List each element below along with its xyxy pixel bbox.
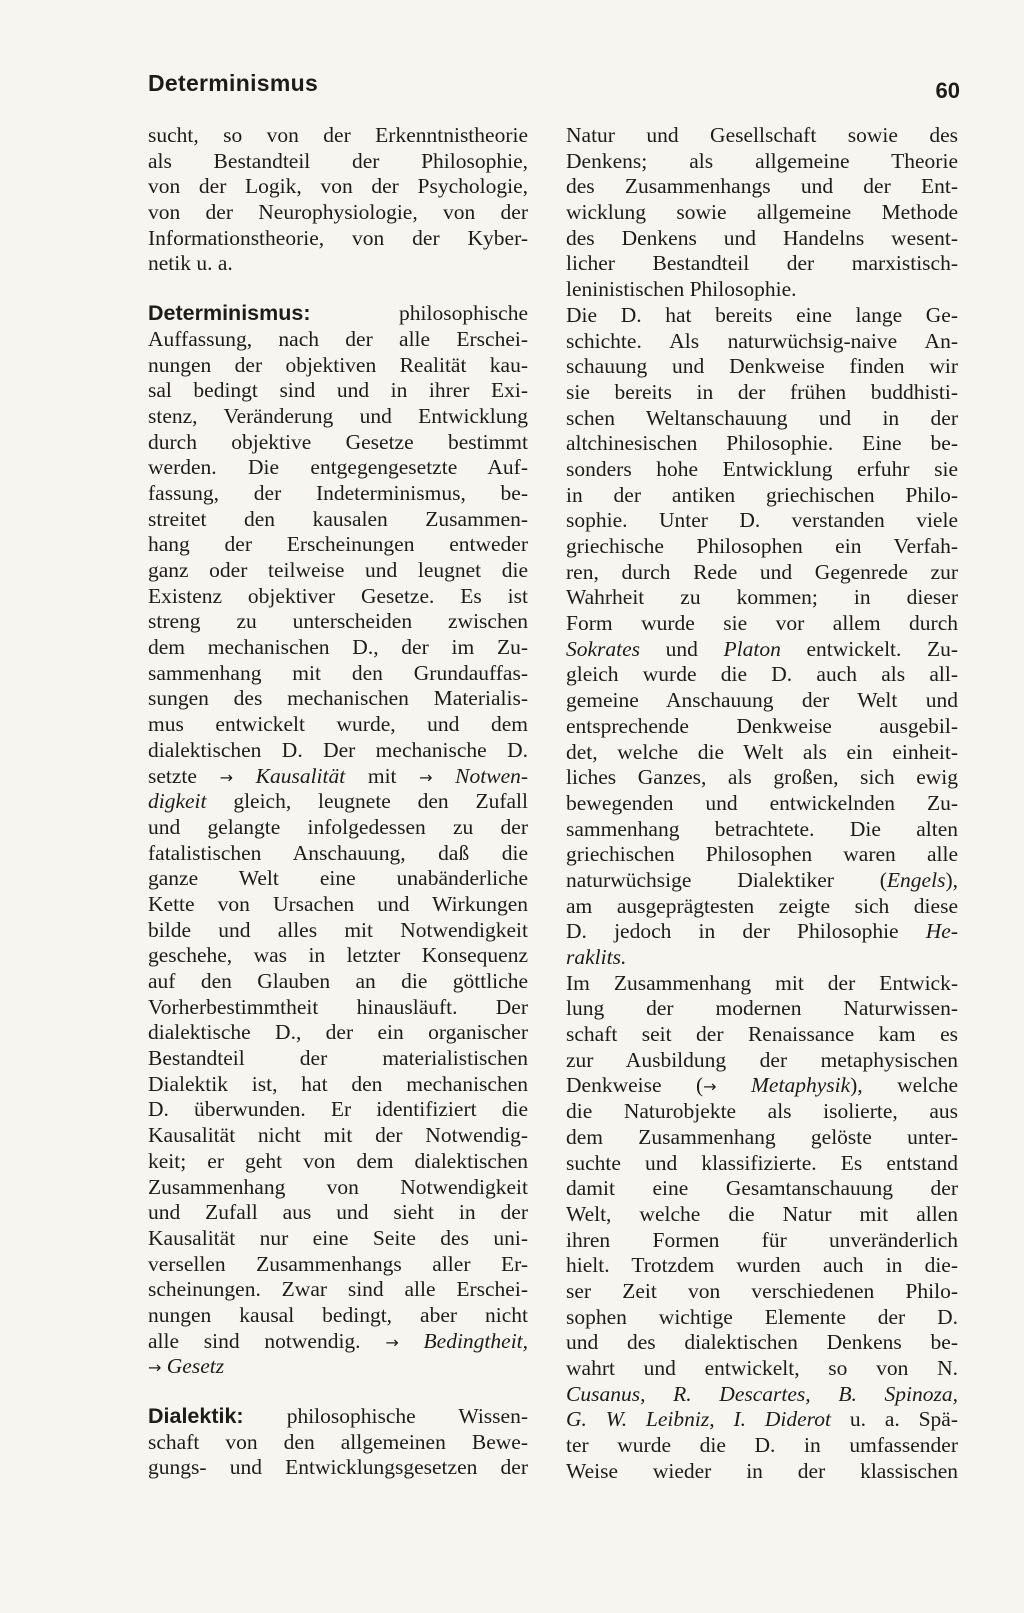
text-fragment: D. jedoch in der Philosophie	[566, 919, 899, 944]
right-column	[566, 123, 958, 1484]
text-line: sie bereits in der frühen buddhisti-	[566, 379, 958, 404]
text-line: sophen wichtige Elemente der D.	[566, 1304, 958, 1329]
cross-reference-link[interactable]: Kausalität	[255, 763, 346, 788]
text-line: streitet den kausalen Zusammen-	[148, 506, 528, 531]
cross-reference-link[interactable]: Gesetz	[166, 1354, 225, 1379]
text-fragment: mit	[367, 763, 397, 788]
text-line: damit eine Gesamtanschauung der	[566, 1176, 958, 1201]
person-name: Platon	[723, 636, 781, 661]
text-line: sophie. Unter D. verstanden viele	[566, 508, 958, 533]
text-line: dem mechanischen D., der im Zu-	[148, 635, 528, 660]
text-line-with-names	[566, 637, 958, 663]
text-line: Weise wieder in der klassischen	[566, 1458, 958, 1483]
entry-dialektik	[148, 1404, 528, 1481]
text-line: netik u. a.	[148, 251, 233, 276]
text-line: des Zusammenhangs und der Ent-	[566, 174, 958, 199]
text-line: liches Ganzes, als großen, sich ewig	[566, 765, 958, 790]
cross-reference-link[interactable]: Metaphysik	[751, 1073, 851, 1098]
text-fragment: entwickelt. Zu-	[806, 636, 959, 661]
cross-reference-link[interactable]: Bedingtheit,	[423, 1328, 529, 1353]
text-line: schaft seit der Renaissance kam es	[566, 1022, 958, 1047]
text-line: leninistischen Philosophie.	[566, 277, 797, 302]
text-line-with-names	[566, 1407, 958, 1433]
text-line: Im Zusammenhang mit der Entwick-	[566, 970, 958, 995]
text-line: Auffassung, nach der alle Erschei-	[148, 326, 528, 351]
text-line-with-names	[566, 945, 958, 971]
text-line: Kausalität nicht mit der Notwendig-	[148, 1123, 528, 1148]
entry-first-line	[148, 1404, 528, 1430]
text-line: D. überwunden. Er identifiziert die	[148, 1097, 528, 1122]
text-line: lung der modernen Naturwissen-	[566, 996, 958, 1021]
text-line-with-refs	[566, 1073, 958, 1099]
person-name: G. W. Leibniz, I. Diderot	[566, 1407, 831, 1432]
text-line: werden. Die entgegengesetzte Auf-	[148, 455, 528, 480]
text-line: schen Weltanschauung und in der	[566, 405, 958, 430]
text-line: ganz oder teilweise und leugnet die	[148, 558, 528, 582]
text-line: ihren Formen für unveränderlich	[566, 1227, 958, 1252]
arrow-icon: →	[385, 1332, 399, 1352]
text-line: Kette von Ursachen und Wirkungen	[148, 891, 528, 916]
entry-first-line	[148, 301, 528, 327]
text-line: licher Bestandteil der marxistisch-	[566, 251, 958, 276]
text-line: schauung und Denkweise finden wir	[566, 354, 958, 379]
text-line: schichte. Als naturwüchsig-naive An-	[566, 328, 958, 353]
text-line: Existenz objektiver Gesetze. Es ist	[148, 583, 528, 608]
text-line: hang der Erscheinungen entweder	[148, 532, 528, 557]
text-line: streng zu unterscheiden zwischen	[148, 609, 528, 634]
text-line: fatalistischen Anschauung, daß die	[148, 840, 528, 865]
text-line: bewegenden und entwickelnden Zu-	[566, 790, 958, 815]
text-line: Zusammenhang von Notwendigkeit	[148, 1174, 528, 1199]
arrow-icon: →	[148, 1358, 162, 1378]
text-line: von der Neurophysiologie, von der	[148, 200, 528, 225]
text-line: gungs- und Entwicklungsgesetzen der	[148, 1455, 528, 1480]
text-line: Vorherbestimmtheit hinausläuft. Der	[148, 994, 528, 1019]
text-line: nungen der objektiven Realität kau-	[148, 352, 528, 377]
text-line: scheinungen. Zwar sind alle Erschei-	[148, 1277, 528, 1302]
text-line: mus entwickelt wurde, und dem	[148, 712, 528, 737]
text-fragment: und	[665, 636, 698, 661]
text-line: bilde und alles mit Notwendigkeit	[148, 917, 528, 942]
text-line: Form wurde sie vor allem durch	[566, 611, 958, 636]
person-name: raklits.	[566, 945, 627, 969]
text-line-with-refs	[148, 1354, 528, 1380]
text-line: nungen kausal bedingt, aber nicht	[148, 1302, 528, 1327]
text-line: entsprechende Denkweise ausgebil-	[566, 713, 958, 738]
text-line: ganze Welt eine unabänderliche	[148, 866, 528, 891]
text-line: ser Zeit von verschiedenen Philo-	[566, 1278, 958, 1303]
person-name: He-	[925, 919, 958, 944]
text-line: Denkens; als allgemeine Theorie	[566, 148, 958, 173]
text-line: durch objektive Gesetze bestimmt	[148, 429, 528, 454]
text-line: und Zufall aus und sieht in der	[148, 1200, 528, 1225]
text-line-names: Cusanus, R. Descartes, B. Spinoza,	[566, 1381, 958, 1406]
text-line: Welt, welche die Natur mit allen	[566, 1201, 958, 1226]
text-fragment: naturwüchsige Dialektiker (	[566, 867, 887, 892]
text-fragment: u. a. Spä-	[849, 1407, 958, 1432]
text-line: Informationstheorie, von der Kyber-	[148, 225, 528, 250]
entry-term: Dialektik:	[148, 1404, 244, 1428]
entry-determinismus	[148, 301, 528, 1380]
text-line: am ausgeprägtesten zeigte sich diese	[566, 893, 958, 918]
text-fragment: ), welche	[850, 1073, 958, 1098]
text-line-with-names	[566, 919, 958, 945]
text-line: Die D. hat bereits eine lange Ge-	[566, 302, 958, 327]
text-line-with-refs	[148, 764, 528, 790]
text-line: versellen Zusammenhangs aller Er-	[148, 1251, 528, 1276]
text-line: Dialektik ist, hat den mechanischen	[148, 1071, 528, 1096]
text-line: sammenhang betrachtete. Die alten	[566, 816, 958, 841]
text-line-with-refs	[148, 789, 528, 815]
cross-reference-link[interactable]: digkeit	[148, 789, 207, 814]
text-line: Natur und Gesellschaft sowie des	[566, 123, 958, 147]
text-line: hielt. Trotzdem wurden auch in die-	[566, 1253, 958, 1278]
text-line: det, welche die Welt als ein einheit-	[566, 739, 958, 764]
entry-term: Determinismus:	[148, 301, 311, 326]
text-line: von der Logik, von der Psychologie,	[148, 174, 528, 199]
text-line: und gelangte infolgedessen zu der	[148, 814, 528, 839]
text-fragment: philosophische	[399, 301, 528, 326]
text-line: dialektische D., der ein organischer	[148, 1020, 528, 1045]
arrow-icon: →	[703, 1077, 717, 1097]
text-line: gemeine Anschauung der Welt und	[566, 688, 958, 713]
text-line: suchte und klassifizierte. Es entstand	[566, 1150, 958, 1175]
text-line: ren, durch Rede und Gegenrede zur	[566, 559, 958, 584]
cross-reference-link[interactable]: Notwen-	[455, 763, 529, 788]
text-line: keit; er geht von dem dialektischen	[148, 1148, 528, 1173]
text-line: die Naturobjekte als isolierte, aus	[566, 1099, 958, 1124]
text-fragment: setzte	[148, 763, 197, 788]
text-line: griechische Philosophen ein Verfah-	[566, 534, 958, 558]
text-line: dem Zusammenhang gelöste unter-	[566, 1124, 958, 1149]
text-line: Kausalität nur eine Seite des uni-	[148, 1225, 528, 1250]
text-line: dialektischen D. Der mechanische D.	[148, 737, 528, 762]
text-line: Bestandteil der materialistischen	[148, 1046, 528, 1071]
text-line: in der antiken griechischen Philo-	[566, 482, 958, 507]
text-line-with-refs	[148, 1329, 528, 1355]
arrow-icon: →	[219, 767, 233, 787]
text-line: als Bestandteil der Philosophie,	[148, 148, 528, 173]
text-line: stenz, Veränderung und Entwicklung	[148, 403, 528, 428]
text-line: sungen des mechanischen Materialis-	[148, 686, 528, 711]
text-line: fassung, der Indeterminismus, be-	[148, 480, 528, 505]
text-line: gleich wurde die D. auch als all-	[566, 662, 958, 687]
text-fragment: Denkweise (	[566, 1073, 704, 1098]
continuation-paragraph	[148, 123, 528, 277]
page-header-title: Determinismus	[148, 70, 319, 96]
page-number: 60	[935, 78, 960, 103]
person-name: Engels	[886, 867, 946, 892]
text-line: schaft von den allgemeinen Bewe-	[148, 1429, 528, 1454]
text-line: auf den Glauben an die göttliche	[148, 969, 528, 993]
text-line: geschehe, was in letzter Konsequenz	[148, 943, 528, 968]
text-fragment: gleich, leugnete den Zufall	[233, 789, 528, 814]
text-line-with-names	[566, 868, 958, 894]
text-line: sammenhang mit den Grundauffas-	[148, 660, 528, 685]
text-line: und des dialektischen Denkens be-	[566, 1330, 958, 1355]
person-name: Sokrates	[566, 636, 641, 661]
text-line: ter wurde die D. in umfassender	[566, 1433, 958, 1458]
text-line: griechischen Philosophen waren alle	[566, 842, 958, 867]
text-line: sonders hohe Entwicklung erfuhr sie	[566, 456, 958, 481]
text-line: sal bedingt sind und in ihrer Exi-	[148, 378, 528, 403]
left-column	[148, 123, 528, 1481]
text-line: Wahrheit zu kommen; in dieser	[566, 585, 958, 610]
text-line: des Denkens und Handelns wesent-	[566, 225, 958, 250]
text-line: wahrt und entwickelt, so von N.	[566, 1356, 958, 1380]
arrow-icon: →	[419, 767, 433, 787]
text-line: wicklung sowie allgemeine Methode	[566, 200, 958, 225]
text-line: sucht, so von der Erkenntnistheorie	[148, 123, 528, 147]
text-fragment: alle sind notwendig.	[148, 1328, 361, 1353]
text-fragment: ),	[945, 867, 958, 892]
text-fragment: philosophische Wissen-	[286, 1404, 528, 1428]
text-line: altchinesischen Philosophie. Eine be-	[566, 431, 958, 456]
text-line: zur Ausbildung der metaphysischen	[566, 1047, 958, 1072]
